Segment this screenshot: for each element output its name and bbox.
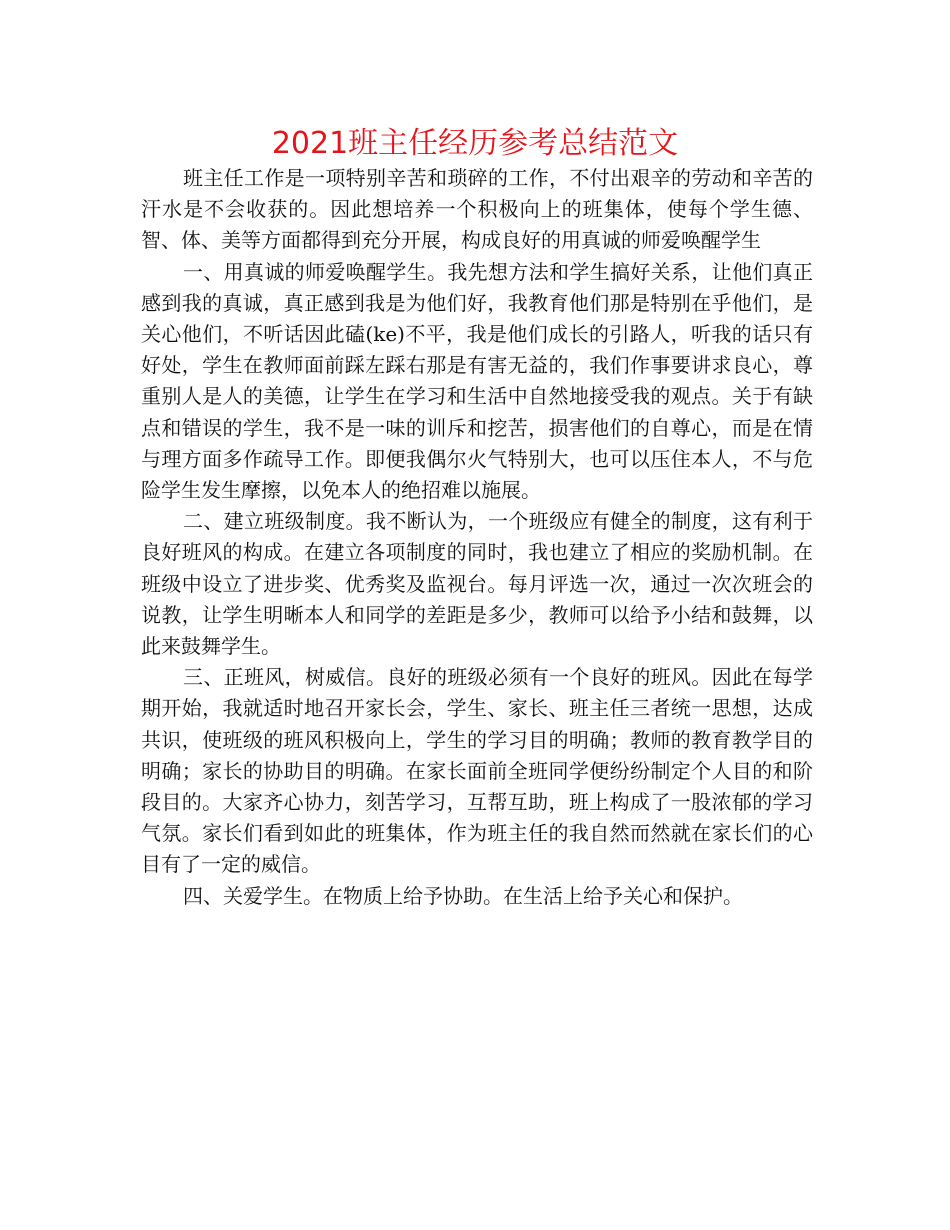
paragraph-section-3: 三、正班风，树威信。良好的班级必须有一个良好的班风。因此在每学期开始，我就适时地召开家长会，学生、家长、班主任三者统一思想，达成共识，使班级的班风积极向上，学生的学习目的明确；教师的教育教学目的明确；家长的协助目的明确。在家长面前全班同学便纷纷制定个人目的和阶段目的。大家齐心协力，刻苦学习，互帮互助，班上构成了一股浓郁的学习气氛。家长们看到如此的班集体，作为班主任的我自然而然就在家长们的心目有了一定的威信。 [141,665,813,877]
document-body [141,163,813,912]
paragraph-section-4: 四、关爱学生。在物质上给予协助。在生活上给予关心和保护。 [183,883,743,908]
paragraph-intro: 班主任工作是一项特别辛苦和琐碎的工作，不付出艰辛的劳动和辛苦的汗水是不会收获的。因此想培养一个积极向上的班集体，使每个学生德、智、体、美等方面都得到充分开展，构成良好的用真诚的师爱唤醒学生 [141,166,813,253]
paragraph-section-1: 一、用真诚的师爱唤醒学生。我先想方法和学生搞好关系，让他们真正感到我的真诚，真正感到我是为他们好，我教育他们那是特别在乎他们，是关心他们，不听话因此磕(ke)不平，我是他们成长的引路人，听我的话只有好处，学生在教师面前踩左踩右那是有害无益的，我们作事要讲求良心，尊重别人是人的美德，让学生在学习和生活中自然地接受我的观点。关于有缺点和错误的学生，我不是一味的训斥和挖苦，损害他们的自尊心，而是在情与理方面多作疏导工作。即便我偶尔火气特别大，也可以压住本人，不与危险学生发生摩擦，以免本人的绝招难以施展。 [141,259,813,503]
paragraph-section-2: 二、建立班级制度。我不断认为，一个班级应有健全的制度，这有利于良好班风的构成。在建立各项制度的同时，我也建立了相应的奖励机制。在班级中设立了进步奖、优秀奖及监视台。每月评选一次，通过一次次班会的说教，让学生明晰本人和同学的差距是多少，教师可以给予小结和鼓舞，以此来鼓舞学生。 [141,509,813,659]
document-title: 2021班主任经历参考总结范文 [271,126,679,161]
